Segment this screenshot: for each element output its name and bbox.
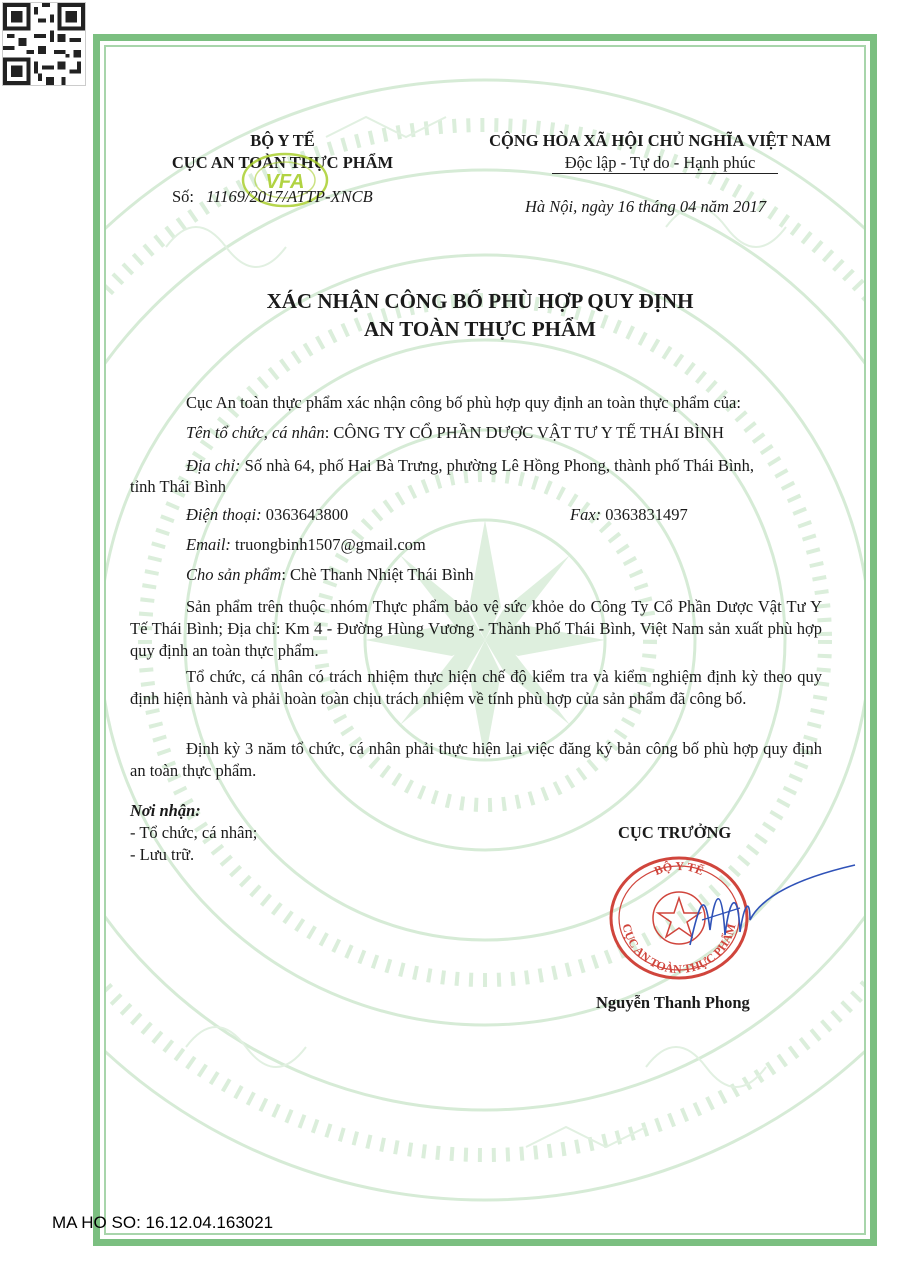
email-value: truongbinh1507@gmail.com — [230, 535, 426, 554]
handwritten-signature — [680, 860, 860, 960]
recipient-item: - Lưu trữ. — [130, 845, 195, 864]
certificate-title-line2: AN TOÀN THỰC PHẨM — [364, 317, 596, 341]
phone-line — [186, 504, 348, 526]
phone-value: 0363643800 — [261, 505, 349, 524]
number-value: 11169/2017/ATTP-XNCB — [206, 187, 373, 206]
product-line — [186, 564, 474, 586]
email-line — [186, 534, 426, 556]
place-and-date: Hà Nội, ngày 16 tháng 04 năm 2017 — [525, 197, 767, 216]
motto-underline — [552, 173, 778, 174]
email-label: Email: — [186, 535, 231, 554]
organization-value: : CÔNG TY CỔ PHẦN DƯỢC VẬT TƯ Y TẾ THÁI BÌNH — [324, 423, 724, 442]
organization-label: Tên tổ chức, cá nhân — [186, 423, 325, 442]
recipients-label: Nơi nhận: — [130, 801, 201, 820]
national-motto: Độc lập - Tự do - Hạnh phúc — [564, 153, 756, 172]
document-number — [172, 186, 373, 208]
svg-text:CỤC AN TOÀN THỰC PHẨM: CỤC AN TOÀN THỰC PHẨM — [619, 922, 739, 977]
fax-line — [570, 504, 688, 526]
paragraph-product-group: Sản phẩm trên thuộc nhóm Thực phẩm bảo vệ sức khỏe do Công Ty Cổ Phần Dược Vật Tư Y Tế Thái Bình; Địa chỉ: Km 4 - Đường Hùng Vương - Thành Phố Thái Bình, Việt Nam sản xuất phù hợp quy định an toàn thực phẩm. — [130, 597, 822, 660]
svg-text:BỘ Y TẾ: BỘ Y TẾ — [652, 858, 706, 879]
qr-code — [2, 2, 86, 86]
address-line — [186, 455, 754, 477]
signer-position: CỤC TRƯỞNG — [618, 823, 732, 842]
signer-name: Nguyễn Thanh Phong — [596, 993, 750, 1012]
address-continuation: tỉnh Thái Bình — [130, 477, 226, 496]
ministry-name: BỘ Y TẾ — [250, 131, 315, 150]
intro-text: Cục An toàn thực phẩm xác nhận công bố phù hợp quy định an toàn thực phẩm của: — [186, 393, 741, 412]
address-label: Địa chỉ: — [186, 456, 241, 475]
certificate-title-line1: XÁC NHẬN CÔNG BỐ PHÙ HỢP QUY ĐỊNH — [266, 289, 694, 313]
fax-value: 0363831497 — [601, 505, 688, 524]
number-label: Số: — [172, 187, 195, 206]
fax-label: Fax: — [570, 505, 602, 524]
country-name: CỘNG HÒA XÃ HỘI CHỦ NGHĨA VIỆT NAM — [489, 131, 831, 150]
address-value: Số nhà 64, phố Hai Bà Trưng, phường Lê Hồng Phong, thành phố Thái Bình, — [240, 456, 755, 475]
product-value: : Chè Thanh Nhiệt Thái Bình — [281, 565, 474, 584]
product-label: Cho sản phẩm — [186, 565, 282, 584]
agency-name: CỤC AN TOÀN THỰC PHẨM — [171, 153, 394, 172]
paragraph-responsibility: Tổ chức, cá nhân có trách nhiệm thực hiện chế độ kiểm tra và kiểm nghiệm định kỳ theo quy định hiện hành và phải hoàn toàn chịu trách nhiệm về tính phù hợp của sản phẩm đã công bố. — [130, 667, 822, 708]
dossier-code: MA HO SO: 16.12.04.163021 — [52, 1213, 274, 1232]
recipient-item: - Tổ chức, cá nhân; — [130, 823, 258, 842]
paragraph-renewal: Định kỳ 3 năm tổ chức, cá nhân phải thực hiện lại việc đăng ký bản công bố phù hợp quy định an toàn thực phẩm. — [130, 739, 822, 780]
phone-label: Điện thoại: — [186, 505, 262, 524]
svg-text:VFA: VFA — [265, 171, 305, 193]
organization-line — [186, 422, 724, 444]
